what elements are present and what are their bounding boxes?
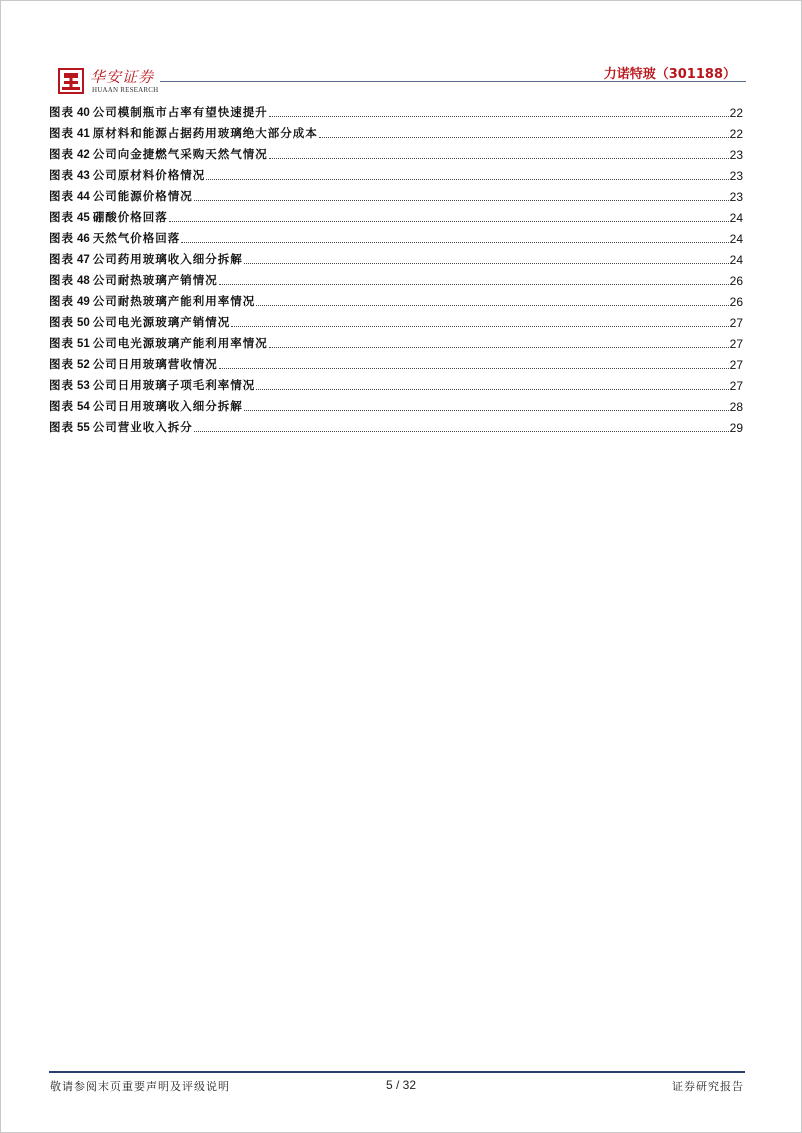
toc-leader-dots <box>244 410 729 411</box>
toc-entry-title: 公司向金捷燃气采购天然气情况 <box>92 147 268 161</box>
toc-entry-title: 公司能源价格情况 <box>92 189 193 203</box>
logo-english-text: HUAAN RESEARCH <box>92 86 159 94</box>
toc-entry-page: 24 <box>729 253 743 267</box>
toc-entry-page: 27 <box>729 379 743 393</box>
toc-leader-dots <box>194 431 729 432</box>
toc-entry-page: 26 <box>729 274 743 288</box>
toc-entry-prefix: 图表 <box>49 105 74 119</box>
toc-entry-title: 公司营业收入拆分 <box>92 420 193 434</box>
toc-entry-prefix: 图表 <box>49 357 74 371</box>
toc-entry[interactable] <box>49 267 743 288</box>
toc-entry-prefix: 图表 <box>49 294 74 308</box>
toc-leader-dots <box>319 137 729 138</box>
huaan-logo-icon <box>58 68 84 94</box>
toc-entry-number: 42 <box>77 149 90 161</box>
toc-leader-dots <box>169 221 729 222</box>
toc-entry-page: 23 <box>729 148 743 162</box>
toc-entry-page: 27 <box>729 358 743 372</box>
toc-entry-page: 22 <box>729 127 743 141</box>
toc-entry-number: 43 <box>77 170 90 182</box>
toc-entry[interactable] <box>49 393 743 414</box>
toc-entry[interactable] <box>49 372 743 393</box>
toc-entry[interactable] <box>49 120 743 141</box>
toc-entry-label <box>49 336 268 351</box>
toc-leader-dots <box>269 158 729 159</box>
toc-entry-title: 公司日用玻璃收入细分拆解 <box>92 399 243 413</box>
toc-entry-label <box>49 210 168 225</box>
toc-entry-page: 24 <box>729 232 743 246</box>
toc-entry-title: 公司模制瓶市占率有望快速提升 <box>92 105 268 119</box>
toc-entry-title: 公司耐热玻璃产能利用率情况 <box>92 294 256 308</box>
toc-entry[interactable] <box>49 309 743 330</box>
toc-leader-dots <box>269 116 729 117</box>
toc-entry-prefix: 图表 <box>49 315 74 329</box>
toc-entry-prefix: 图表 <box>49 378 74 392</box>
toc-entry-number: 55 <box>77 422 90 434</box>
toc-entry-label <box>49 126 318 141</box>
toc-entry-number: 52 <box>77 359 90 371</box>
toc-entry-title: 天然气价格回落 <box>92 231 181 245</box>
toc-entry-title: 硼酸价格回落 <box>92 210 168 224</box>
toc-leader-dots <box>219 368 729 369</box>
toc-entry-label <box>49 420 193 435</box>
toc-entry-prefix: 图表 <box>49 126 74 140</box>
toc-entry-page: 24 <box>729 211 743 225</box>
toc-entry-page: 27 <box>729 337 743 351</box>
toc-entry-prefix: 图表 <box>49 273 74 287</box>
toc-entry-prefix: 图表 <box>49 336 74 350</box>
company-title: 力诺特玻（301188） <box>603 67 736 82</box>
toc-entry-label <box>49 105 268 120</box>
toc-entry-label <box>49 294 255 309</box>
toc-entry[interactable] <box>49 99 743 120</box>
toc-entry-page: 22 <box>729 106 743 120</box>
toc-entry-number: 45 <box>77 212 90 224</box>
toc-leader-dots <box>256 389 728 390</box>
toc-entry-label <box>49 399 243 414</box>
toc-entry-number: 49 <box>77 296 90 308</box>
toc-leader-dots <box>231 326 728 327</box>
report-type: 证券研究报告 <box>672 1080 744 1093</box>
toc-entry-label <box>49 357 218 372</box>
toc-entry-page: 27 <box>729 316 743 330</box>
footer-disclaimer: 敬请参阅末页重要声明及评级说明 <box>50 1080 230 1093</box>
toc-entry-prefix: 图表 <box>49 210 74 224</box>
toc-entry-prefix: 图表 <box>49 399 74 413</box>
toc-entry-prefix: 图表 <box>49 147 74 161</box>
toc-entry[interactable] <box>49 183 743 204</box>
toc-entry-number: 40 <box>77 107 90 119</box>
toc-leader-dots <box>269 347 729 348</box>
table-of-figures <box>49 99 743 435</box>
toc-entry-label <box>49 168 205 183</box>
toc-entry[interactable] <box>49 414 743 435</box>
toc-entry-label <box>49 189 193 204</box>
toc-entry-number: 44 <box>77 191 90 203</box>
toc-entry-number: 54 <box>77 401 90 413</box>
toc-entry-title: 公司电光源玻璃产销情况 <box>92 315 231 329</box>
toc-entry[interactable] <box>49 351 743 372</box>
footer-divider <box>49 1071 745 1073</box>
toc-entry[interactable] <box>49 162 743 183</box>
toc-entry-prefix: 图表 <box>49 189 74 203</box>
toc-entry-number: 51 <box>77 338 90 350</box>
toc-leader-dots <box>194 200 729 201</box>
toc-entry-number: 46 <box>77 233 90 245</box>
toc-entry-label <box>49 315 230 330</box>
toc-entry-page: 26 <box>729 295 743 309</box>
page-indicator: 5 / 32 <box>385 1078 417 1092</box>
toc-entry-prefix: 图表 <box>49 168 74 182</box>
toc-entry[interactable] <box>49 288 743 309</box>
toc-leader-dots <box>256 305 728 306</box>
toc-entry-prefix: 图表 <box>49 252 74 266</box>
toc-leader-dots <box>206 179 728 180</box>
toc-entry-number: 47 <box>77 254 90 266</box>
company-logo <box>50 64 190 100</box>
toc-entry-number: 41 <box>77 128 90 140</box>
toc-entry[interactable] <box>49 330 743 351</box>
toc-entry-label <box>49 378 255 393</box>
toc-entry-title: 公司日用玻璃营收情况 <box>92 357 218 371</box>
toc-entry-label <box>49 231 180 246</box>
toc-leader-dots <box>181 242 728 243</box>
toc-entry-label <box>49 252 243 267</box>
header-divider <box>160 81 746 82</box>
toc-entry-label <box>49 273 218 288</box>
toc-entry-title: 公司日用玻璃子项毛利率情况 <box>92 378 256 392</box>
toc-entry-title: 公司电光源玻璃产能利用率情况 <box>92 336 268 350</box>
toc-entry[interactable] <box>49 204 743 225</box>
toc-entry-number: 50 <box>77 317 90 329</box>
toc-entry[interactable] <box>49 246 743 267</box>
toc-entry-page: 28 <box>729 400 743 414</box>
toc-entry-page: 23 <box>729 190 743 204</box>
toc-entry-title: 原材料和能源占据药用玻璃绝大部分成本 <box>92 126 318 140</box>
toc-entry-title: 公司耐热玻璃产销情况 <box>92 273 218 287</box>
toc-entry[interactable] <box>49 225 743 246</box>
toc-entry-number: 53 <box>77 380 90 392</box>
toc-entry-prefix: 图表 <box>49 231 74 245</box>
toc-leader-dots <box>219 284 729 285</box>
toc-entry-title: 公司药用玻璃收入细分拆解 <box>92 252 243 266</box>
toc-entry-prefix: 图表 <box>49 420 74 434</box>
toc-entry-page: 23 <box>729 169 743 183</box>
toc-entry-label <box>49 147 268 162</box>
logo-chinese-text: 华安证券 <box>90 68 155 86</box>
toc-entry-title: 公司原材料价格情况 <box>92 168 206 182</box>
toc-entry-number: 48 <box>77 275 90 287</box>
toc-leader-dots <box>244 263 729 264</box>
toc-entry[interactable] <box>49 141 743 162</box>
toc-entry-page: 29 <box>729 421 743 435</box>
